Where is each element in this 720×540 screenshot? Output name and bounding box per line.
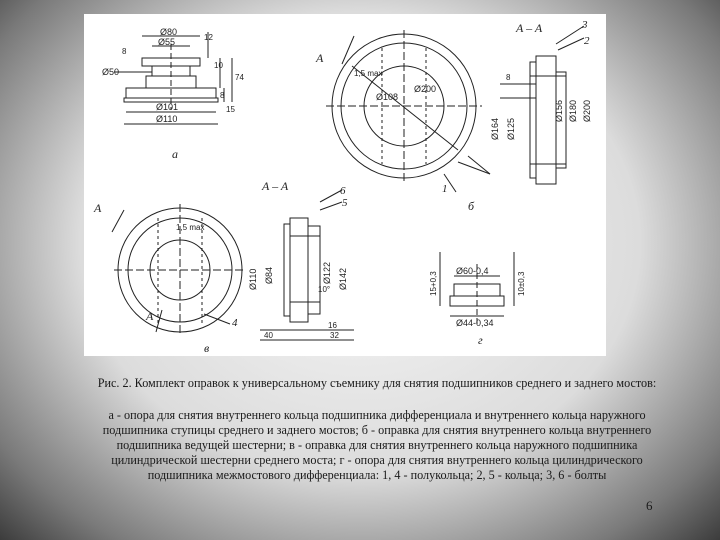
part-b-label: б xyxy=(468,199,475,213)
dim-a-h10: 10 xyxy=(214,61,223,70)
technical-drawing xyxy=(84,14,606,356)
dim-a-h15: 15 xyxy=(226,105,235,114)
part-a-label: а xyxy=(172,147,178,161)
callout-v-6: 6 xyxy=(340,185,346,197)
dim-g-h15: 15+0,3 xyxy=(429,271,438,296)
dim-b-d125: Ø125 xyxy=(506,117,516,140)
dim-v-w40: 40 xyxy=(264,331,273,340)
dim-v-d110: Ø110 xyxy=(248,268,258,290)
dim-b-d156: Ø156 xyxy=(554,99,564,122)
view-a-b: A xyxy=(316,51,324,65)
dim-b-d108: Ø108 xyxy=(376,92,399,102)
dim-v-d142: Ø142 xyxy=(338,267,348,290)
dim-a-h8: 8 xyxy=(122,47,127,56)
dim-g-h10: 10±0,3 xyxy=(517,271,526,296)
page-number: 6 xyxy=(646,498,653,513)
dim-b-h8: 8 xyxy=(506,73,511,82)
dim-v-d122: Ø122 xyxy=(322,261,332,284)
dim-b-d180: Ø180 xyxy=(568,99,578,122)
dim-a-d110: Ø110 xyxy=(156,114,178,124)
caption-description: а - опора для снятия внутреннего кольца подшипника дифференциала и внутреннего кольца наружного подшипника ступицы среднего и заднего мостов; б - оправка для снятия внутреннего кольца внутреннего подшипника ведущей шестерни; в - оправка для снятия внутреннего кольца наружного подшипника цилиндрической шестерни среднего моста; г - опора для снятия внутреннего кольца цилиндрического подшипника межмостового дифференциала: 1, 4 - полукольца; 2, 5 - кольца; 3, 6 - болты xyxy=(102,408,652,482)
dim-v-w16: 16 xyxy=(328,321,337,330)
dim-a-h74: 74 xyxy=(235,73,244,82)
view-a-v-bottom: A xyxy=(146,309,154,323)
section-aa-v: A – A xyxy=(262,179,289,193)
dim-a-d101: Ø101 xyxy=(156,102,179,112)
dim-v-angle: 10° xyxy=(318,285,331,294)
dim-g-d60: Ø60-0,4 xyxy=(456,266,489,276)
dim-v-w32: 32 xyxy=(330,331,339,340)
callout-v-5: 5 xyxy=(342,197,348,209)
part-b-plan-drawing xyxy=(326,30,490,192)
dim-a-d55: Ø55 xyxy=(158,37,176,47)
dim-b-d164: Ø164 xyxy=(490,117,500,140)
dim-b-gap: 1,5 max xyxy=(354,69,383,78)
part-g-label: г xyxy=(478,333,483,347)
part-g-drawing xyxy=(440,252,514,326)
caption-title: Рис. 2. Комплект оправок к универсальному съемнику для снятия подшипников среднего и заднего мостов: xyxy=(97,376,657,390)
callout-v-4: 4 xyxy=(232,317,238,329)
dim-a-d50: Ø50 xyxy=(102,67,120,77)
dim-a-h12: 12 xyxy=(204,33,213,42)
dim-b-d200: Ø200 xyxy=(414,84,437,94)
callout-b-1: 1 xyxy=(442,183,448,195)
dim-g-d44: Ø44-0,34 xyxy=(456,318,494,328)
dim-a-h8b: 8 xyxy=(220,91,225,100)
dim-b-d200s: Ø200 xyxy=(582,99,592,122)
dim-a-d80: Ø80 xyxy=(160,27,178,37)
dim-v-gap: 1,5 max xyxy=(176,223,205,232)
part-v-section-drawing xyxy=(260,190,354,340)
part-v-label: в xyxy=(204,341,210,355)
view-a-v-top: A xyxy=(94,201,102,215)
callout-b-2: 2 xyxy=(584,35,590,47)
section-aa-b: A – A xyxy=(516,21,543,35)
callout-b-3: 3 xyxy=(582,19,588,31)
dim-v-d84: Ø84 xyxy=(264,266,274,284)
